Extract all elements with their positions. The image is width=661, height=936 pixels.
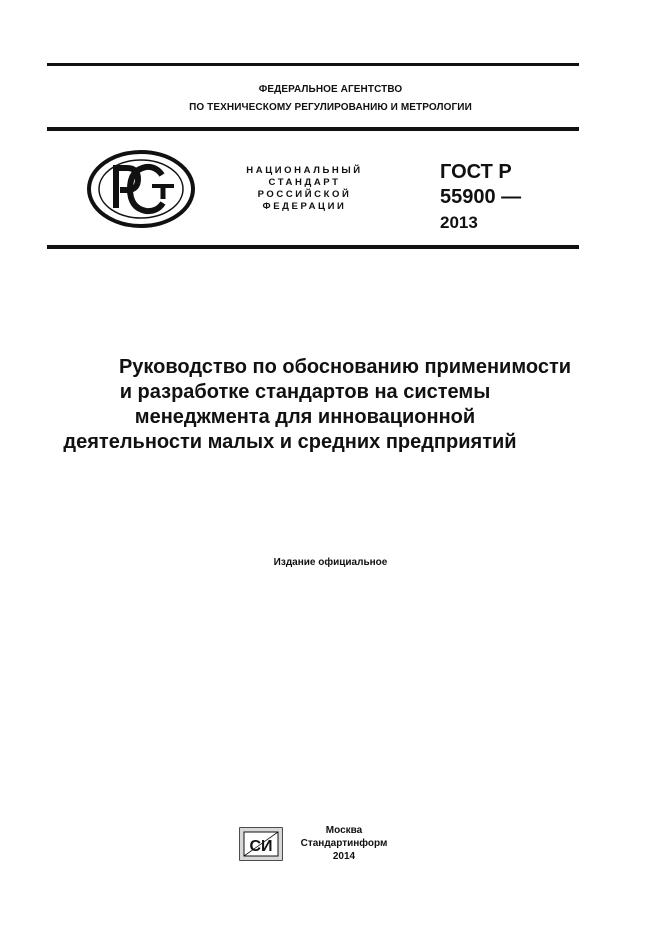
agency-line-1: ФЕДЕРАЛЬНОЕ АГЕНТСТВО — [258, 84, 403, 95]
title-line-3: менеджмента для инновационной — [134, 406, 476, 428]
header-rule — [47, 127, 579, 131]
gost-line-1: ГОСТ Р — [440, 161, 512, 183]
gost-line-3: 2013 — [440, 213, 478, 232]
title-line-2: и разработке стандартов на системы — [119, 381, 491, 403]
bottom-header-rule — [47, 245, 579, 249]
gost-designation — [440, 160, 521, 235]
national-standard-line-1: НАЦИОНАЛЬНЫЙ — [246, 165, 363, 176]
standartinform-logo-icon — [238, 826, 284, 862]
gost-line-2: 55900 — — [440, 186, 522, 208]
national-standard-line-3: РОССИЙСКОЙ — [257, 189, 352, 200]
edition-label: Издание официальное — [273, 557, 388, 568]
publisher-logo-text: СИ — [249, 838, 273, 855]
title-line-1: Руководство по обоснованию применимости — [118, 356, 572, 378]
agency-line-2: ПО ТЕХНИЧЕСКОМУ РЕГУЛИРОВАНИЮ И МЕТРОЛОГИИ — [189, 102, 472, 113]
national-standard-label — [232, 165, 377, 213]
rst-gost-emblem-icon — [86, 150, 196, 228]
publisher-block — [292, 824, 396, 863]
top-rule — [47, 63, 579, 66]
publisher-city: Москва — [325, 825, 363, 836]
title-line-4: деятельности малых и средних предприятий — [63, 431, 517, 453]
national-standard-line-4: ФЕДЕРАЦИИ — [262, 201, 347, 212]
national-standard-line-2: СТАНДАРТ — [268, 177, 341, 188]
document-title — [45, 355, 605, 455]
publisher-name: Стандартинформ — [300, 838, 388, 849]
publisher-year: 2014 — [332, 851, 356, 862]
